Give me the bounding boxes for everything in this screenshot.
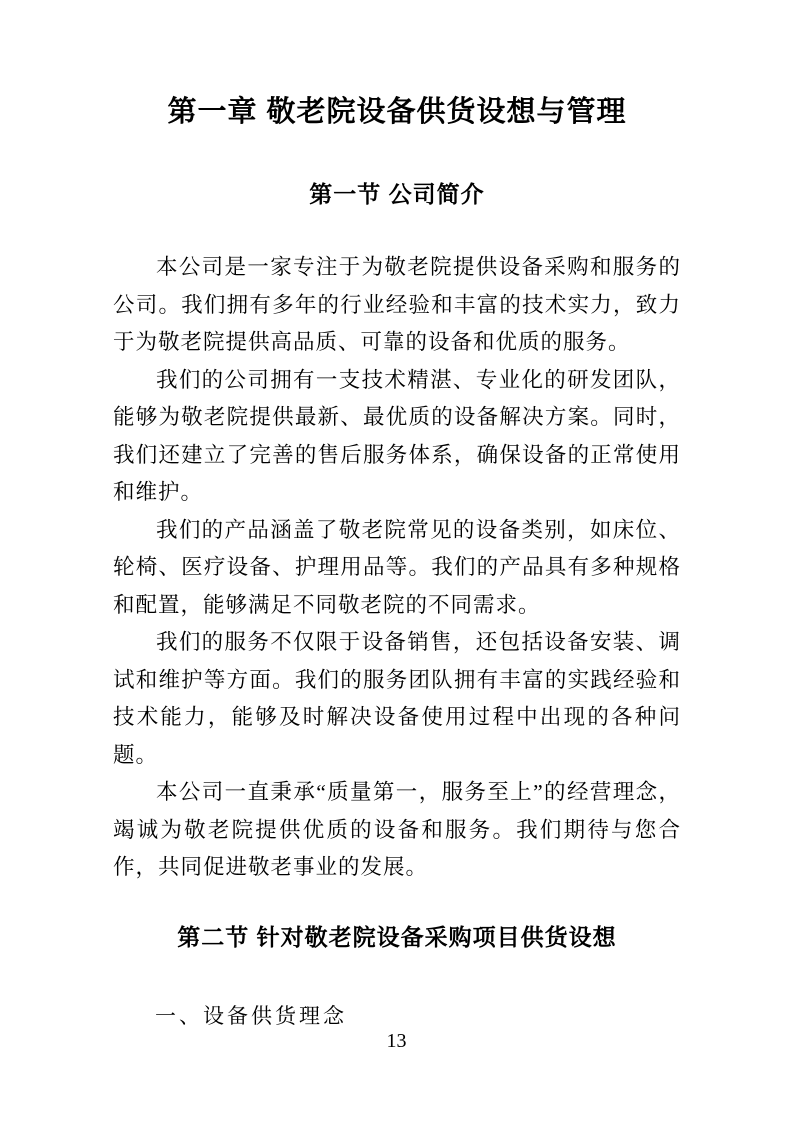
paragraph: 我们的服务不仅限于设备销售，还包括设备安装、调试和维护等方面。我们的服务团队拥有丰富的实践经验和技术能力，能够及时解决设备使用过程中出现的各种问题。 bbox=[113, 630, 681, 767]
section-two-heading: 第二节 针对敬老院设备采购项目供货设想 bbox=[177, 923, 617, 950]
paragraph: 我们的产品涵盖了敬老院常见的设备类别，如床位、轮椅、医疗设备、护理用品等。我们的产品具有多种规格和配置，能够满足不同敬老院的不同需求。 bbox=[113, 517, 681, 617]
section-two-subheading: 一、设备供货理念 bbox=[155, 1003, 347, 1028]
paragraph: 我们的公司拥有一支技术精湛、专业化的研发团队，能够为敬老院提供最新、最优质的设备解决方案。同时，我们还建立了完善的售后服务体系，确保设备的正常使用和维护。 bbox=[113, 367, 681, 504]
paragraph: 本公司一直秉承“质量第一，服务至上”的经营理念，竭诚为敬老院提供优质的设备和服务。我们期待与您合作，共同促进敬老事业的发展。 bbox=[113, 780, 681, 879]
section-one-heading: 第一节 公司简介 bbox=[309, 181, 485, 207]
chapter-heading: 第一章 敬老院设备供货设想与管理 bbox=[167, 96, 627, 128]
paragraph: 本公司是一家专注于为敬老院提供设备采购和服务的公司。我们拥有多年的行业经验和丰富的技术实力，致力于为敬老院提供高品质、可靠的设备和优质的服务。 bbox=[113, 255, 681, 354]
page-number: 13 bbox=[386, 1030, 407, 1052]
document-content bbox=[113, 0, 681, 1031]
section-one-body bbox=[113, 249, 681, 887]
